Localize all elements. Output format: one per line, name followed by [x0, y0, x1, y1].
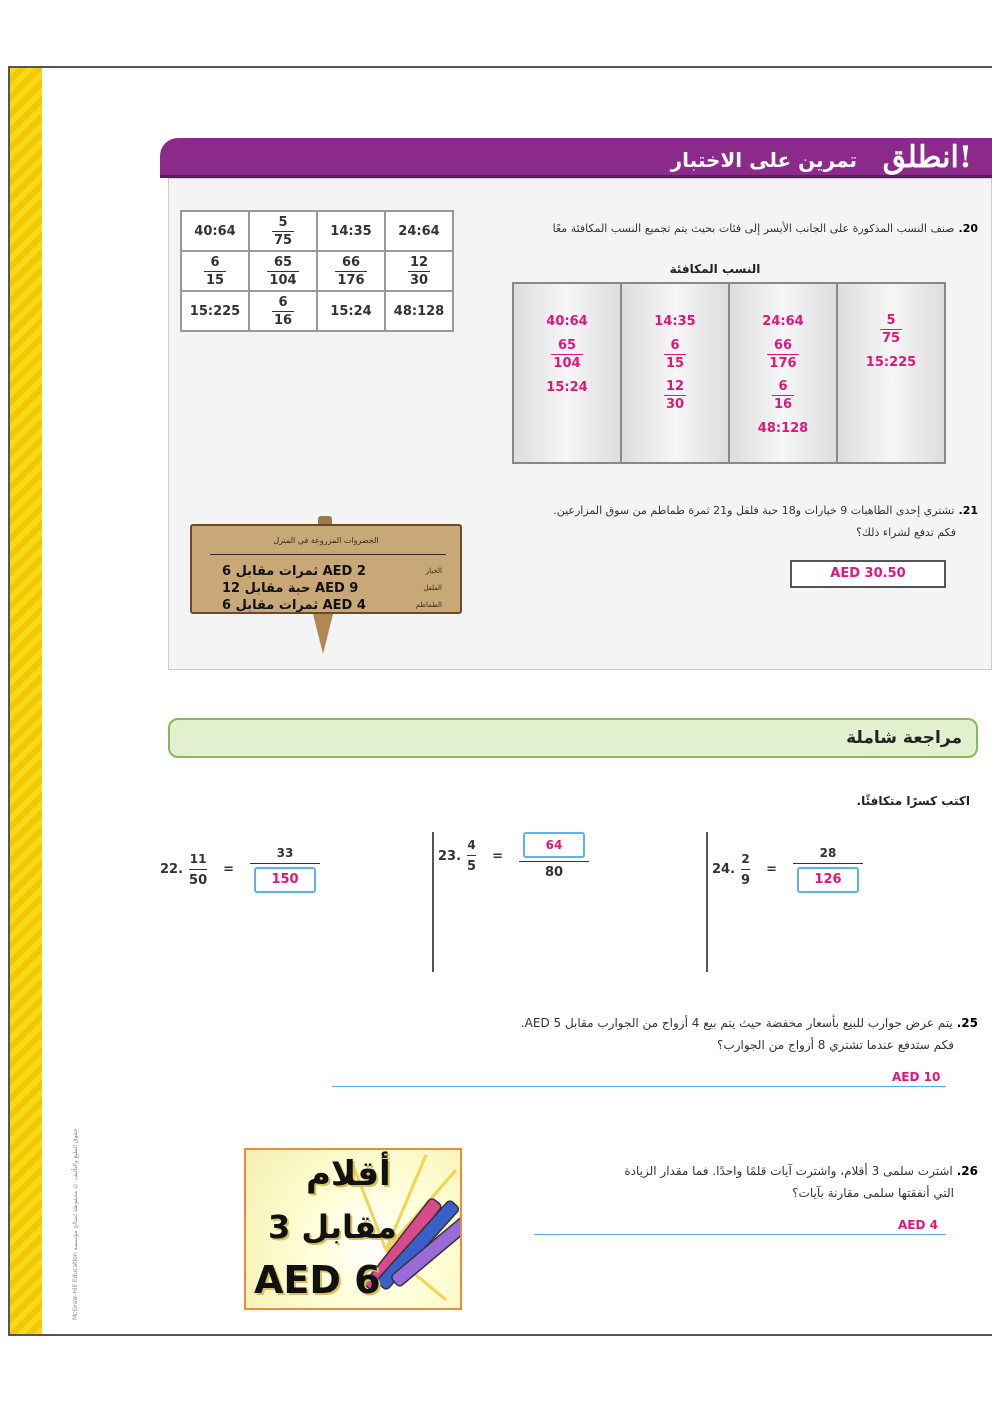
pens-price-image — [244, 1148, 462, 1310]
sign-row: 12 حبة مقابل AED 9 الفلفل — [222, 581, 442, 596]
ratio-card[interactable]: $\frac{65}{104}$ — [249, 251, 317, 291]
equivalent-column[interactable]: $\frac{5}{75}$ 15:225 — [836, 282, 946, 464]
pens-label-1: أقلام — [306, 1154, 391, 1194]
question-26: 26.اشترت سلمى 3 أقلام، واشترت آيات قلمًا واحدًا. فما مقدار الزيادة التي أنفقتها سلمى مقارنة بآيات؟ — [624, 1164, 978, 1200]
review-instruction: اكتب كسرًا متكافئًا. — [856, 794, 970, 808]
review-title: مراجعة شاملة — [846, 728, 962, 748]
ratio-card[interactable]: 24:64 — [385, 211, 453, 251]
banner-subtitle: تمرين على الاختبار — [670, 148, 857, 172]
question-21: 21.تشتري إحدى الطاهيات 9 خيارات و18 حبة فلفل و21 ثمرة طماطم من سوق المزارعين. فكم تدفع لشراء ذلك؟ — [553, 504, 978, 539]
ratio-card[interactable]: $\frac{6}{15}$ — [181, 251, 249, 291]
ratio-card[interactable]: 15:24 — [317, 291, 385, 331]
question-20: 20.صنف النسب المذكورة على الجانب الأيسر إلى فئات بحيث يتم تجميع النسب المكافئة معًا — [552, 222, 978, 235]
question-25: 25.يتم عرض جوارب للبيع بأسعار مخفضة حيث يتم بيع 4 أزواج من الجوارب مقابل AED 5. فكم ستدفع عندما تشتري 8 أزواج من الجوارب؟ — [520, 1016, 978, 1052]
ratio-card[interactable]: 14:35 — [317, 211, 385, 251]
answer-box-23[interactable]: 64 — [523, 832, 585, 858]
yellow-margin-strip — [10, 68, 42, 1334]
answer-box-24[interactable]: 126 — [797, 867, 859, 893]
pens-label-3: AED 6 — [254, 1258, 381, 1302]
ratio-card[interactable]: 48:128 — [385, 291, 453, 331]
column-divider — [432, 832, 434, 972]
answer-line-25 — [332, 1086, 946, 1087]
answer-26[interactable]: AED 4 — [898, 1218, 938, 1232]
answer-line-26 — [534, 1234, 946, 1235]
column-divider — [706, 832, 708, 972]
pens-label-2: 3 مقابل — [268, 1208, 397, 1246]
question-23: 23. $\frac{4}{5}$ = $\frac{64}{80}$ — [438, 832, 589, 880]
equivalent-column[interactable]: 14:35 $\frac{6}{15}$ $\frac{12}{30}$ — [620, 282, 730, 464]
ratio-card[interactable]: $\frac{5}{75}$ — [249, 211, 317, 251]
equivalent-ratios-title: النسب المكافئة — [669, 262, 761, 276]
question-24: 24. $\frac{2}{9}$ = $\frac{28}{126}$ — [712, 846, 863, 893]
ratio-card[interactable]: 15:225 — [181, 291, 249, 331]
equivalent-ratios-columns — [514, 282, 946, 464]
ratio-cards-grid — [180, 210, 454, 332]
sign-row: 6 ثمرات مقابل AED 4 الطماطم — [222, 598, 442, 613]
copyright-note: McGraw-Hill Education حقوق الطبع والتأليف © محفوظة لصالح مؤسسة — [72, 1128, 79, 1320]
vegetable-price-sign — [190, 516, 462, 656]
banner-title: انطلق! — [882, 140, 972, 175]
ratio-card[interactable]: $\frac{12}{30}$ — [385, 251, 453, 291]
equivalent-column[interactable]: 40:64 $\frac{65}{104}$ 15:24 — [512, 282, 622, 464]
answer-box-22[interactable]: 150 — [254, 867, 316, 893]
equivalent-column[interactable]: 24:64 $\frac{66}{176}$ $\frac{6}{16}$ 48:128 — [728, 282, 838, 464]
sign-row: 6 ثمرات مقابل AED 2 الخيار — [222, 564, 442, 579]
practice-banner — [160, 138, 992, 178]
sign-title: الخضروات المزروعة في المنزل — [273, 536, 379, 545]
ratio-card[interactable]: $\frac{66}{176}$ — [317, 251, 385, 291]
ratio-card[interactable]: $\frac{6}{16}$ — [249, 291, 317, 331]
answer-box-21[interactable]: AED 30.50 — [790, 560, 946, 588]
sign-post — [313, 614, 333, 654]
review-header — [168, 718, 978, 758]
answer-25[interactable]: AED 10 — [892, 1070, 941, 1084]
question-22: 22. $\frac{11}{50}$ = $\frac{33}{150}$ — [160, 846, 320, 893]
ratio-card[interactable]: 40:64 — [181, 211, 249, 251]
